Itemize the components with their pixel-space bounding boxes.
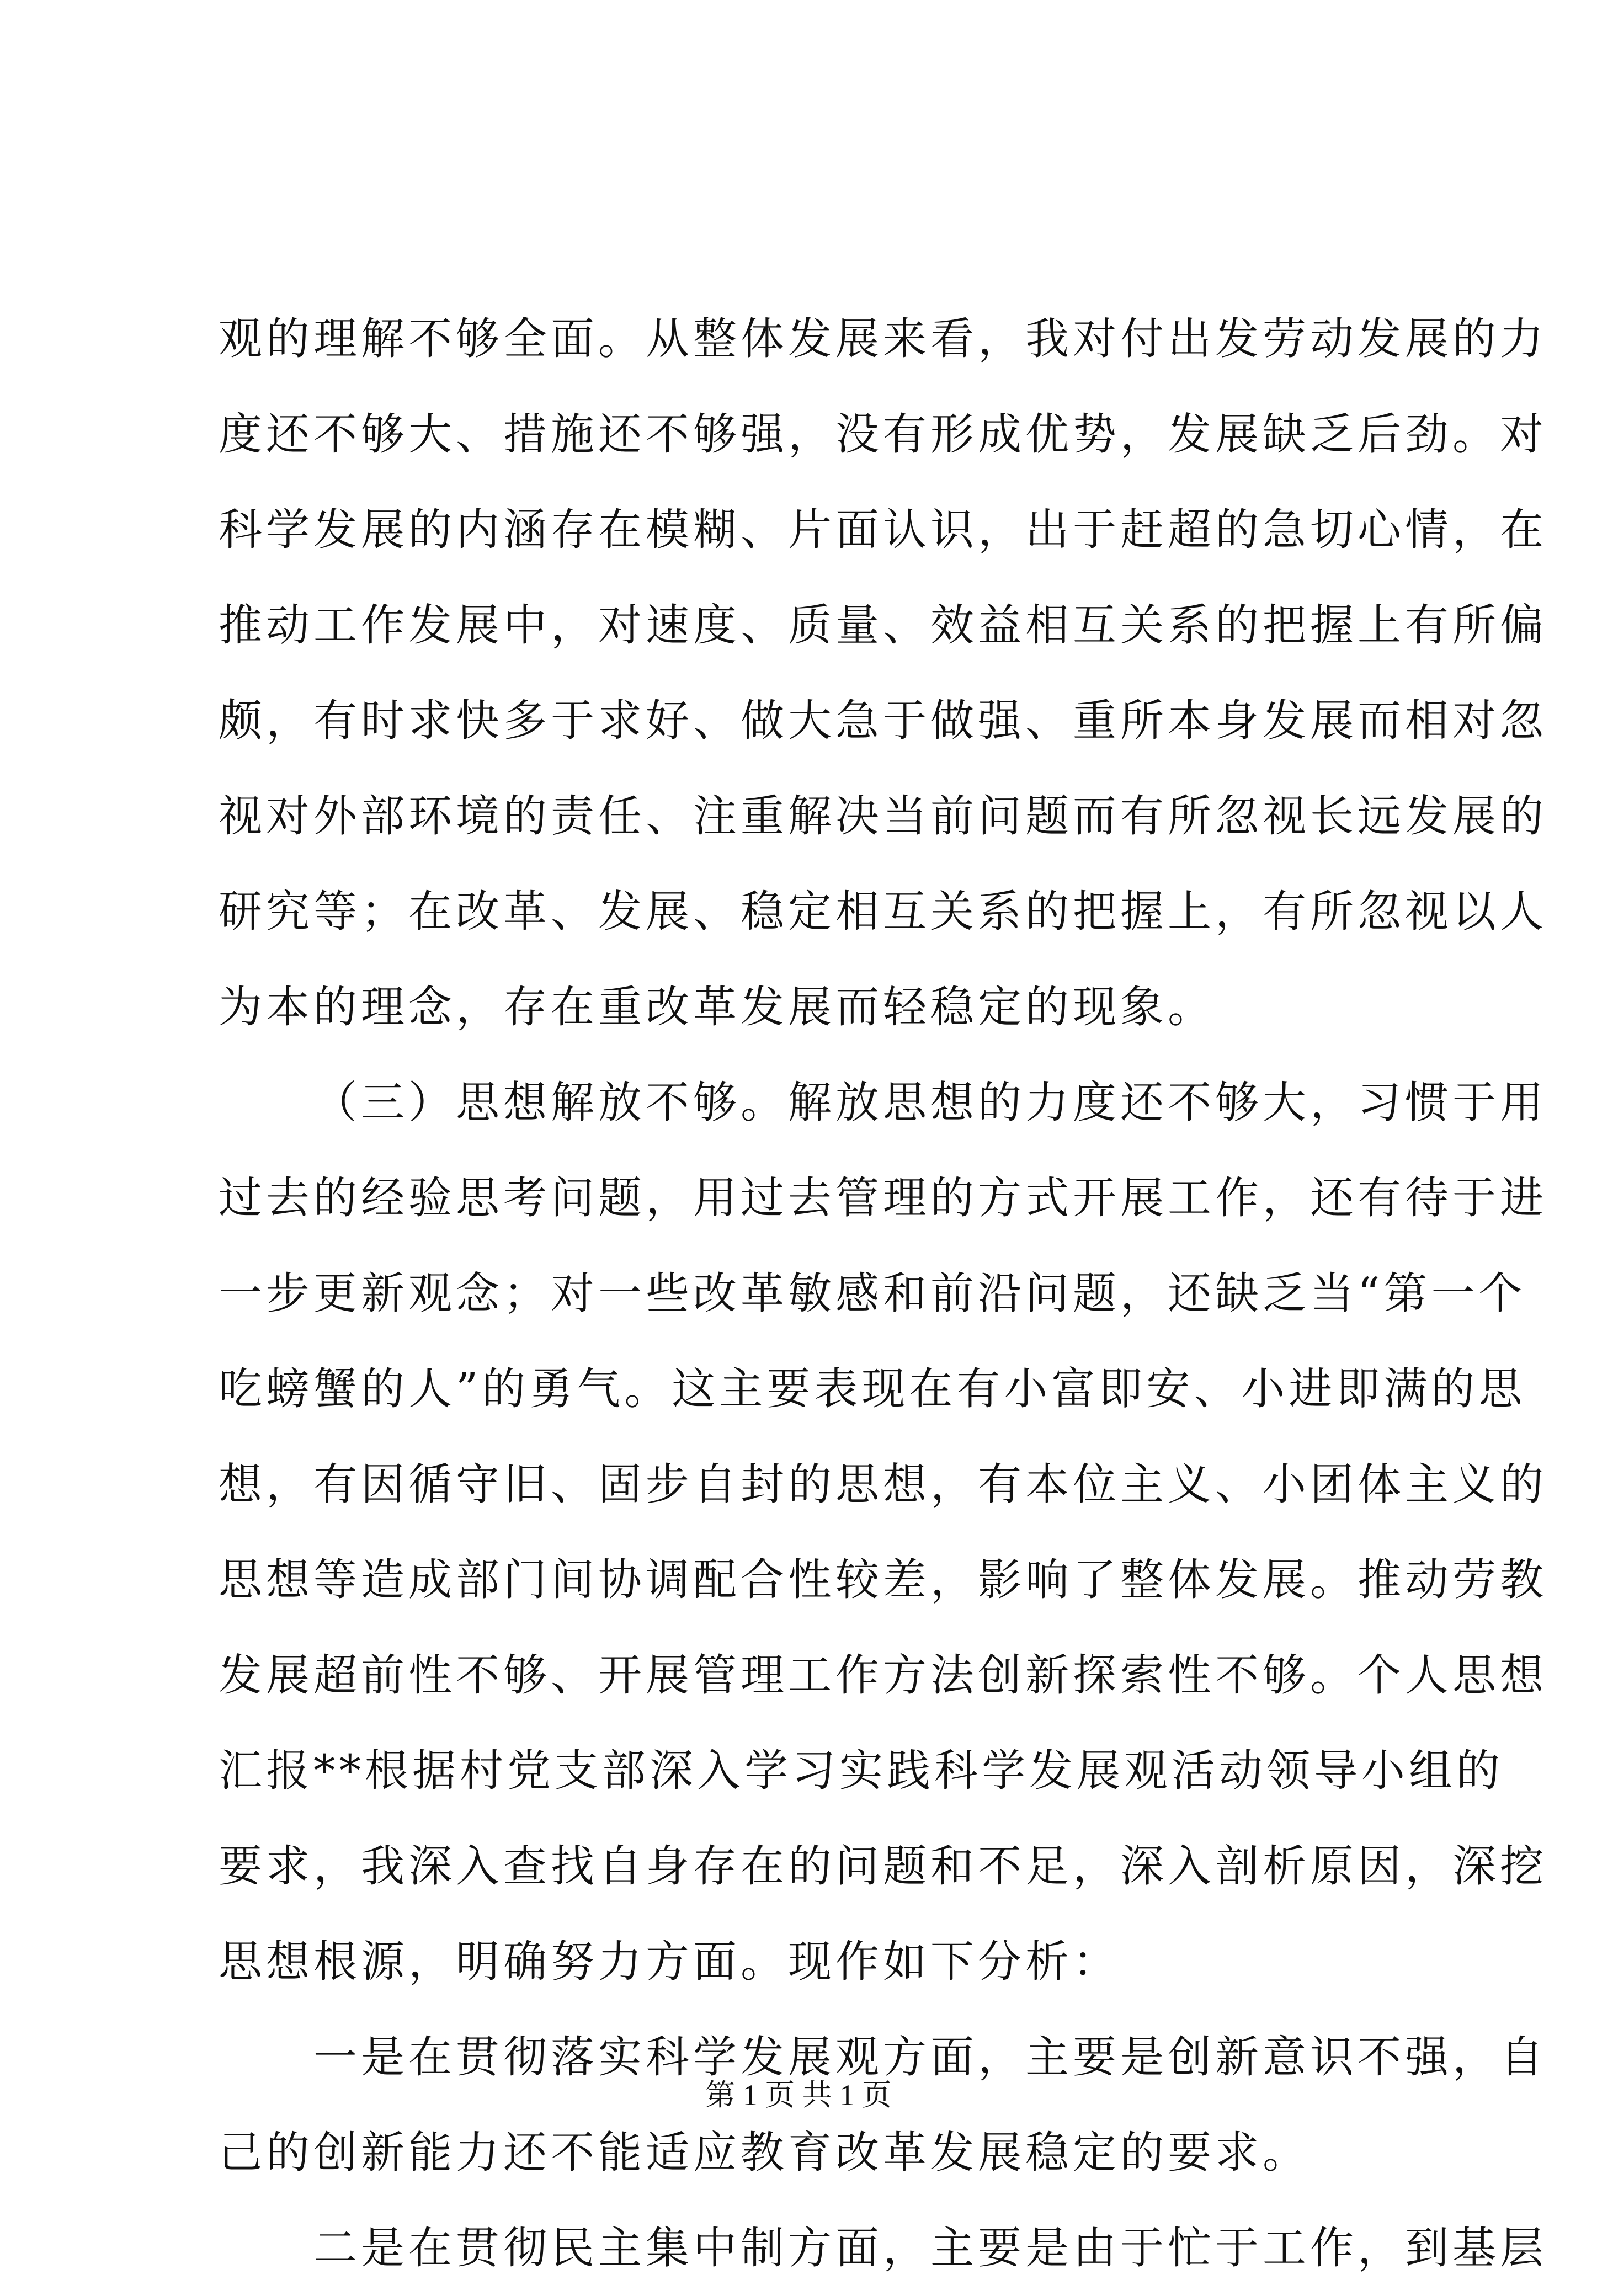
text-line: 科学发展的内涵存在模糊、片面认识，出于赶超的急切心情，在: [219, 504, 1547, 555]
text-line: 视对外部环境的责任、注重解决当前问题而有所忽视长远发展的: [219, 791, 1547, 841]
text-line: 要求，我深入查找自身存在的问题和不足，深入剖析原因，深挖: [219, 1841, 1547, 1892]
text-line-paragraph-start: （三）思想解放不够。解放思想的力度还不够大，习惯于用: [313, 1077, 1547, 1128]
text-line: 推动工作发展中，对速度、质量、效益相互关系的把握上有所偏: [219, 600, 1547, 651]
text-line: 为本的理念，存在重改革发展而轻稳定的现象。: [219, 982, 1215, 1032]
text-line: 思想根源，明确努力方面。现作如下分析：: [219, 1936, 1120, 1987]
text-line-paragraph-start: 一是在贯彻落实科学发展观方面，主要是创新意识不强，自: [313, 2032, 1547, 2082]
page-number-footer: 第 1 页 共 1 页: [705, 2079, 892, 2112]
text-line-paragraph-start: 二是在贯彻民主集中制方面，主要是由于忙于工作，到基层: [313, 2223, 1547, 2273]
body-text: [219, 291, 1547, 2296]
text-line: 想，有因循守旧、固步自封的思想，有本位主义、小团体主义的: [219, 1459, 1547, 1510]
text-line: 过去的经验思考问题，用过去管理的方式开展工作，还有待于进: [219, 1173, 1547, 1223]
text-line: 一步更新观念；对一些改革敏感和前沿问题，还缺乏当“第一个: [219, 1268, 1526, 1319]
text-line: 度还不够大、措施还不够强，没有形成优势，发展缺乏后劲。对: [219, 409, 1547, 460]
text-line: 己的创新能力还不能适应教育改革发展稳定的要求。: [219, 2127, 1310, 2178]
text-line: 研究等；在改革、发展、稳定相互关系的把握上，有所忽视以人: [219, 886, 1547, 937]
text-line: 发展超前性不够、开展管理工作方法创新探索性不够。个人思想: [219, 1650, 1547, 1701]
text-line: 汇报**根据村党支部深入学习实践科学发展观活动领导小组的: [219, 1745, 1504, 1796]
text-line: 颇，有时求快多于求好、做大急于做强、重所本身发展而相对忽: [219, 695, 1547, 746]
text-line: 吃螃蟹的人”的勇气。这主要表现在有小富即安、小进即满的思: [219, 1363, 1526, 1414]
text-line: 观的理解不够全面。从整体发展来看，我对付出发劳动发展的力: [219, 313, 1547, 364]
text-line: 思想等造成部门间协调配合性较差，影响了整体发展。推动劳教: [219, 1554, 1547, 1605]
